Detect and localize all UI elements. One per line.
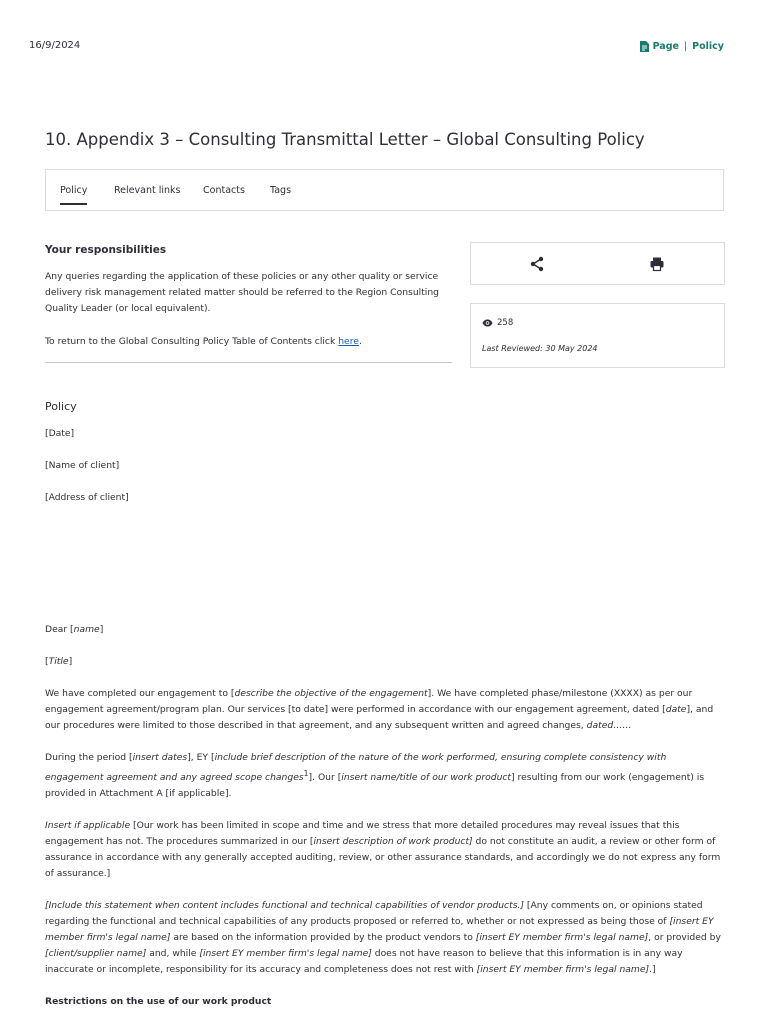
policy-heading: Policy xyxy=(45,400,77,413)
document-icon xyxy=(640,41,649,52)
meta-card xyxy=(470,303,725,368)
p2-g: ] resulting from our work (engagement) is provided in Attachment A [if applicable]. xyxy=(45,772,705,800)
breadcrumb xyxy=(640,41,724,52)
p4-d: are based on the information provided by the product vendors to xyxy=(170,932,476,943)
p4-a: [Include this statement when content includes functional and technical capabilities of vendor products.] xyxy=(45,900,524,911)
p2-a: During the period [ xyxy=(45,752,133,763)
restrictions-heading: Restrictions on the use of our work product xyxy=(45,996,272,1007)
view-count xyxy=(482,318,513,328)
p2-b: insert dates xyxy=(132,752,188,763)
p2-c: ], EY [ xyxy=(187,752,215,763)
salutation-suffix: ] xyxy=(99,624,104,635)
title-prefix: [ xyxy=(45,656,49,667)
p4-b: [Any comments on, or opinions stated regarding the functional and technical capabilities of any products proposed or referred to, whether or not expressed as being those of xyxy=(45,900,703,927)
tab-tags[interactable]: Tags xyxy=(270,185,292,196)
salutation xyxy=(45,622,103,638)
title-suffix: ] xyxy=(68,656,73,667)
p2-d: include brief description of the nature of the work performed, ensuring complete consistency with engagement agreement and any agreed scope changes xyxy=(45,752,667,784)
breadcrumb-policy[interactable]: Policy xyxy=(692,41,724,52)
client-address: [Address of client] xyxy=(45,492,129,503)
p1-e: ], and our procedures were limited to those described in that agreement, and any subsequent written and agreed changes, xyxy=(45,704,714,731)
title-value: Title xyxy=(48,656,69,667)
divider xyxy=(45,362,452,363)
recipient-title xyxy=(45,654,72,670)
paragraph-period xyxy=(45,750,725,802)
last-reviewed: Last Reviewed: 30 May 2024 xyxy=(482,344,598,353)
tab-policy[interactable]: Policy xyxy=(60,185,88,196)
share-icon[interactable] xyxy=(529,256,545,276)
paragraph-scope xyxy=(45,818,725,882)
salutation-prefix: Dear [ xyxy=(45,624,74,635)
views-value: 258 xyxy=(497,318,514,328)
p1-f: dated…… xyxy=(586,720,632,731)
print-date: 16/9/2024 xyxy=(29,40,81,51)
responsibilities-heading: Your responsibilities xyxy=(45,244,167,256)
breadcrumb-page[interactable]: Page xyxy=(652,41,679,52)
footnote-ref[interactable]: 1 xyxy=(303,769,309,778)
p4-l: .] xyxy=(649,964,656,975)
salutation-name: name xyxy=(73,624,100,635)
p3-b: [Our work has been limited in scope and time and we stress that more detailed procedures may reveal issues that this engagement has not. The procedures summarized in our [ xyxy=(45,820,680,847)
p1-a: We have completed our engagement to [ xyxy=(45,688,235,699)
p2-e: ]. Our [ xyxy=(308,772,342,784)
p1-d: date xyxy=(665,704,687,715)
p1-b: describe the objective of the engagement xyxy=(234,688,428,699)
p3-c: insert description of work product] xyxy=(313,836,473,847)
responsibilities-text: Any queries regarding the application of these policies or any other quality or service delivery risk management related matter should be referred to the Region Consulting Quality Leader (or local equivalent). xyxy=(45,271,440,314)
return-text: To return to the Global Consulting Policy Table of Contents click xyxy=(45,336,339,347)
return-link[interactable]: here xyxy=(338,336,359,347)
p4-i: [insert EY member firm's legal name] xyxy=(199,948,372,959)
p4-j: does not have reason to believe that this information is in any way inaccurate or incomplete, responsibility for its accuracy and completeness does not rest with xyxy=(45,948,683,975)
p4-k: [insert EY member firm's legal name] xyxy=(476,964,650,975)
return-line xyxy=(45,334,450,350)
return-suffix: . xyxy=(358,336,362,347)
page-title: 10. Appendix 3 – Consulting Transmittal Letter – Global Consulting Policy xyxy=(45,130,645,149)
p4-h: and, while xyxy=(146,948,200,959)
p4-f: , or provided by xyxy=(648,932,721,943)
tab-relevant-links[interactable]: Relevant links xyxy=(114,185,181,196)
p4-e: [insert EY member firm's legal name] xyxy=(475,932,649,943)
client-name: [Name of client] xyxy=(45,460,120,471)
letter-date: [Date] xyxy=(45,428,75,439)
p3-d: do not constitute an audit, a review or other form of assurance in accordance with any generally accepted auditing, review, or other assurance standards, and accordingly we do not express any form of assurance.] xyxy=(45,836,721,879)
p2-f: insert name/title of our work product xyxy=(341,772,512,784)
p3-a: Insert if applicable xyxy=(45,820,131,831)
paragraph-vendor xyxy=(45,898,725,978)
eye-icon xyxy=(482,319,493,327)
p4-g: [client/supplier name] xyxy=(45,948,147,959)
tab-bar xyxy=(45,169,724,211)
actions-card xyxy=(470,242,725,285)
breadcrumb-separator: | xyxy=(683,41,688,52)
paragraph-engagement xyxy=(45,686,725,734)
p1-c: ]. We have completed phase/milestone (XXXX) as per our engagement agreement/program plan. Our services [to date] were performed in accordance with our engagement agreement, dated [ xyxy=(45,688,693,715)
p4-c: [insert EY member firm's legal name] xyxy=(45,916,714,943)
tab-contacts[interactable]: Contacts xyxy=(203,185,245,196)
print-icon[interactable] xyxy=(649,256,665,276)
